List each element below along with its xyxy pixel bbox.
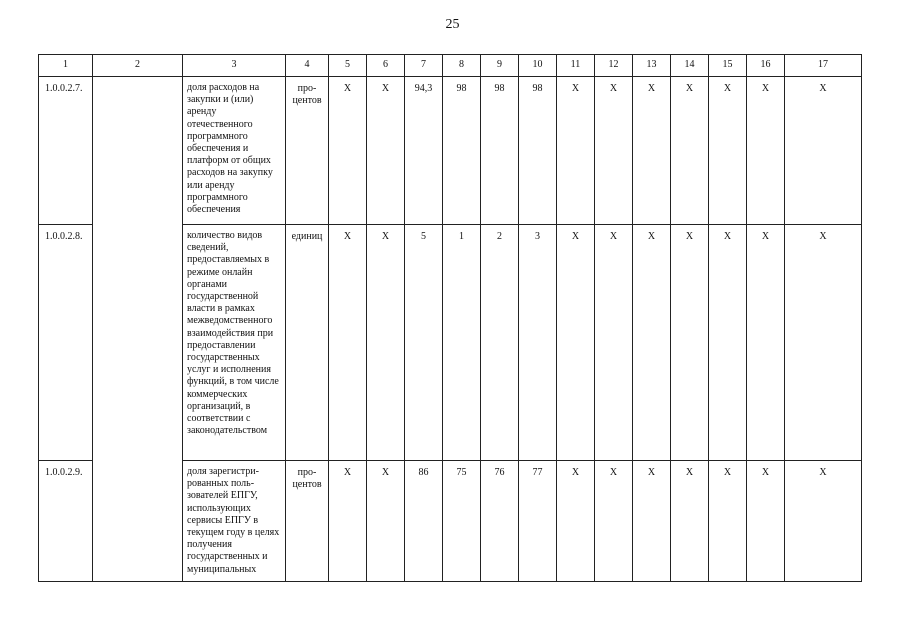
- indicator-description: количество видов сведений, предоставляемых в режиме онлайн органами государственной власти в рамках межведомственного взаимодействия при предоставлении государственных услуг и исполнения функций, в том числе коммерческих организаций, в соответствии с законодательством: [183, 225, 286, 461]
- value-cell: X: [367, 77, 405, 225]
- value-cell: X: [709, 225, 747, 461]
- indicator-code: 1.0.0.2.9.: [39, 461, 93, 582]
- header-cell: 8: [443, 55, 481, 77]
- value-cell: X: [329, 77, 367, 225]
- value-cell: X: [329, 225, 367, 461]
- value-cell: X: [785, 225, 862, 461]
- header-cell: 12: [595, 55, 633, 77]
- indicator-table: [38, 54, 862, 582]
- value-cell: X: [595, 225, 633, 461]
- value-cell: 5: [405, 225, 443, 461]
- value-cell: X: [633, 77, 671, 225]
- value-cell: 76: [481, 461, 519, 582]
- header-cell: 5: [329, 55, 367, 77]
- header-cell: 2: [93, 55, 183, 77]
- header-cell: 11: [557, 55, 595, 77]
- value-cell: X: [595, 77, 633, 225]
- indicator-unit: [286, 225, 329, 461]
- header-cell: 4: [286, 55, 329, 77]
- header-cell: 13: [633, 55, 671, 77]
- value-cell: X: [633, 461, 671, 582]
- value-cell: X: [747, 77, 785, 225]
- value-cell: X: [557, 461, 595, 582]
- value-cell: 98: [519, 77, 557, 225]
- value-cell: 1: [443, 225, 481, 461]
- header-cell: 7: [405, 55, 443, 77]
- value-cell: 3: [519, 225, 557, 461]
- value-cell: X: [709, 461, 747, 582]
- value-cell: 77: [519, 461, 557, 582]
- value-cell: X: [595, 461, 633, 582]
- value-cell: X: [367, 225, 405, 461]
- value-cell: X: [709, 77, 747, 225]
- header-row: [39, 55, 862, 77]
- header-cell: 10: [519, 55, 557, 77]
- value-cell: X: [367, 461, 405, 582]
- value-cell: 98: [481, 77, 519, 225]
- merged-empty-cell: [93, 77, 183, 582]
- value-cell: 98: [443, 77, 481, 225]
- indicator-description: доля зарегистри-рованных поль-зователей ЕПГУ, использующих сервисы ЕПГУ в текущем году в целях получения государственных и муниципальных: [183, 461, 286, 582]
- header-cell: 1: [39, 55, 93, 77]
- value-cell: 86: [405, 461, 443, 582]
- table-row: [39, 77, 862, 225]
- header-cell: 15: [709, 55, 747, 77]
- header-cell: 9: [481, 55, 519, 77]
- value-cell: X: [785, 461, 862, 582]
- indicator-unit: [286, 461, 329, 582]
- value-cell: X: [747, 225, 785, 461]
- unit-text: про- центов: [292, 467, 322, 491]
- value-cell: 94,3: [405, 77, 443, 225]
- header-cell: 3: [183, 55, 286, 77]
- header-cell: 16: [747, 55, 785, 77]
- indicator-unit: [286, 77, 329, 225]
- value-cell: X: [747, 461, 785, 582]
- unit-text: единиц: [291, 231, 323, 242]
- header-cell: 14: [671, 55, 709, 77]
- value-cell: X: [557, 225, 595, 461]
- value-cell: X: [329, 461, 367, 582]
- value-cell: X: [557, 77, 595, 225]
- header-cell: 17: [785, 55, 862, 77]
- page-number: 25: [445, 17, 460, 32]
- value-cell: X: [671, 225, 709, 461]
- value-cell: X: [785, 77, 862, 225]
- value-cell: 2: [481, 225, 519, 461]
- value-cell: X: [671, 77, 709, 225]
- indicator-code: 1.0.0.2.7.: [39, 77, 93, 225]
- indicator-description: доля расходов на закупки и (или) аренду отечественного программного обеспечения и платформ от общих расходов на закупку или аренду программного обеспечения: [183, 77, 286, 225]
- value-cell: X: [633, 225, 671, 461]
- unit-text: про- центов: [292, 83, 322, 107]
- value-cell: 75: [443, 461, 481, 582]
- indicator-code: 1.0.0.2.8.: [39, 225, 93, 461]
- header-cell: 6: [367, 55, 405, 77]
- value-cell: X: [671, 461, 709, 582]
